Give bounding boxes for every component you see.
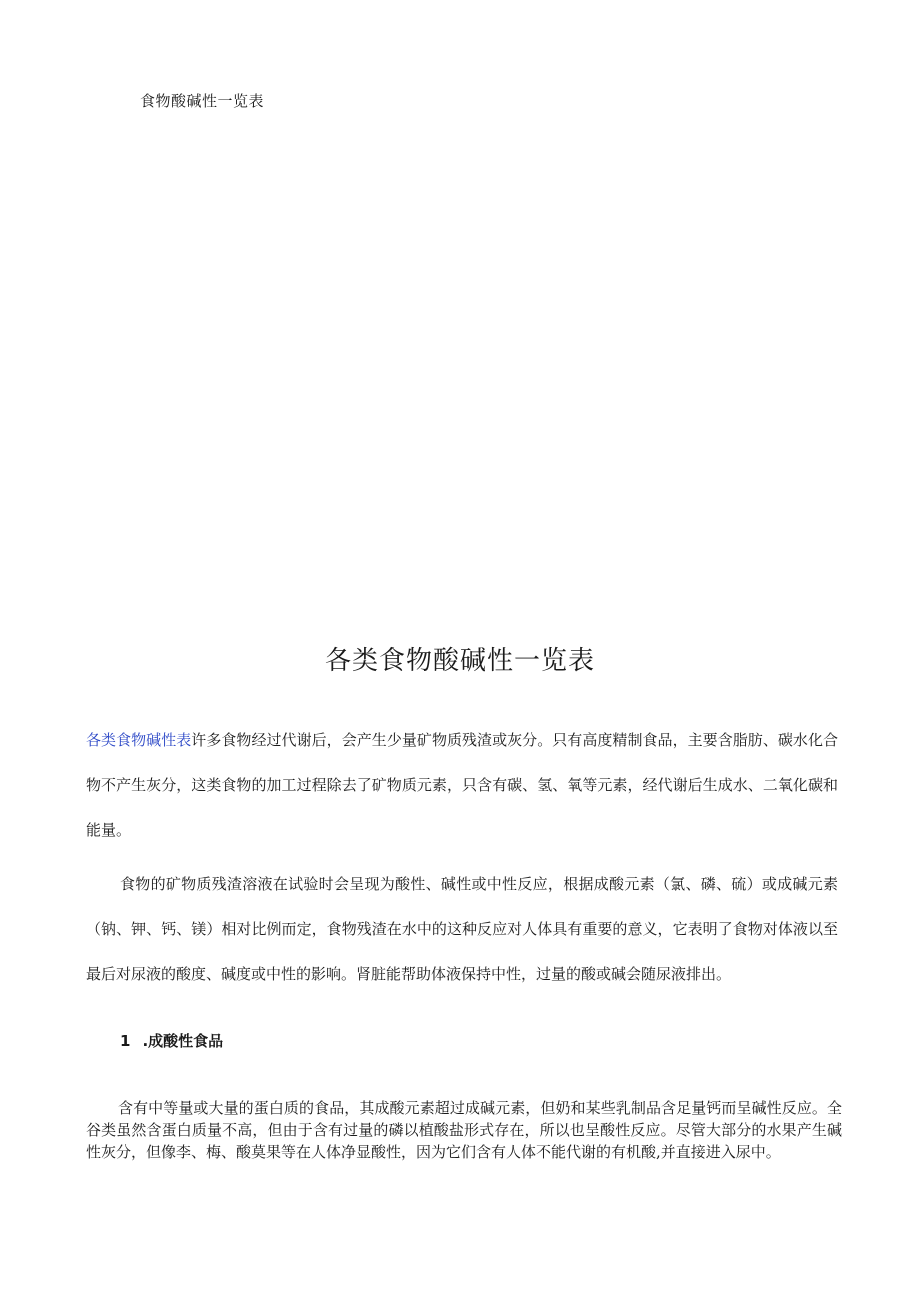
intro-paragraph bbox=[86, 718, 838, 853]
section-title: .成酸性食品 bbox=[142, 1032, 224, 1050]
page-title: 各类食物酸碱性一览表 bbox=[324, 646, 595, 676]
section-number: 1 bbox=[120, 1032, 131, 1050]
intro-text: 许多食物经过代谢后，会产生少量矿物质残渣或灰分。只有高度精制食品，主要含脂肪、碳水化合物不产生灰分，这类食物的加工过程除去了矿物质元素，只含有碳、氢、氧等元素，经代谢后生成水、二氧化碳和能量。 bbox=[86, 731, 838, 839]
header-title: 食物酸碱性一览表 bbox=[140, 92, 265, 110]
intro-link[interactable]: 各类食物碱性表 bbox=[86, 731, 192, 749]
paragraph-mineral-residue: 食物的矿物质残渣溶液在试验时会呈现为酸性、碱性或中性反应，根据成酸元素（氯、磷、硫）或成碱元素（钠、钾、钙、镁）相对比例而定，食物残渣在水中的这种反应对人体具有重要的意义，它表明了食物对体液以至最后对尿液的酸度、碱度或中性的影响。肾脏能帮助体液保持中性，过量的酸或碱会随尿液排出。 bbox=[86, 875, 838, 983]
paragraph-acidic-foods: 含有中等量或大量的蛋白质的食品，其成酸元素超过成碱元素，但奶和某些乳制品含足量钙而呈碱性反应。全谷类虽然含蛋白质量不高，但由于含有过量的磷以植酸盐形式存在，所以也呈酸性反应。尽管大部分的水果产生碱性灰分，但像李、梅、酸莫果等在人体净显酸性，因为它们含有人体不能代谢的有机酸,并直接进入尿中。 bbox=[86, 1099, 842, 1161]
section-heading-acidic-foods bbox=[120, 1030, 223, 1051]
